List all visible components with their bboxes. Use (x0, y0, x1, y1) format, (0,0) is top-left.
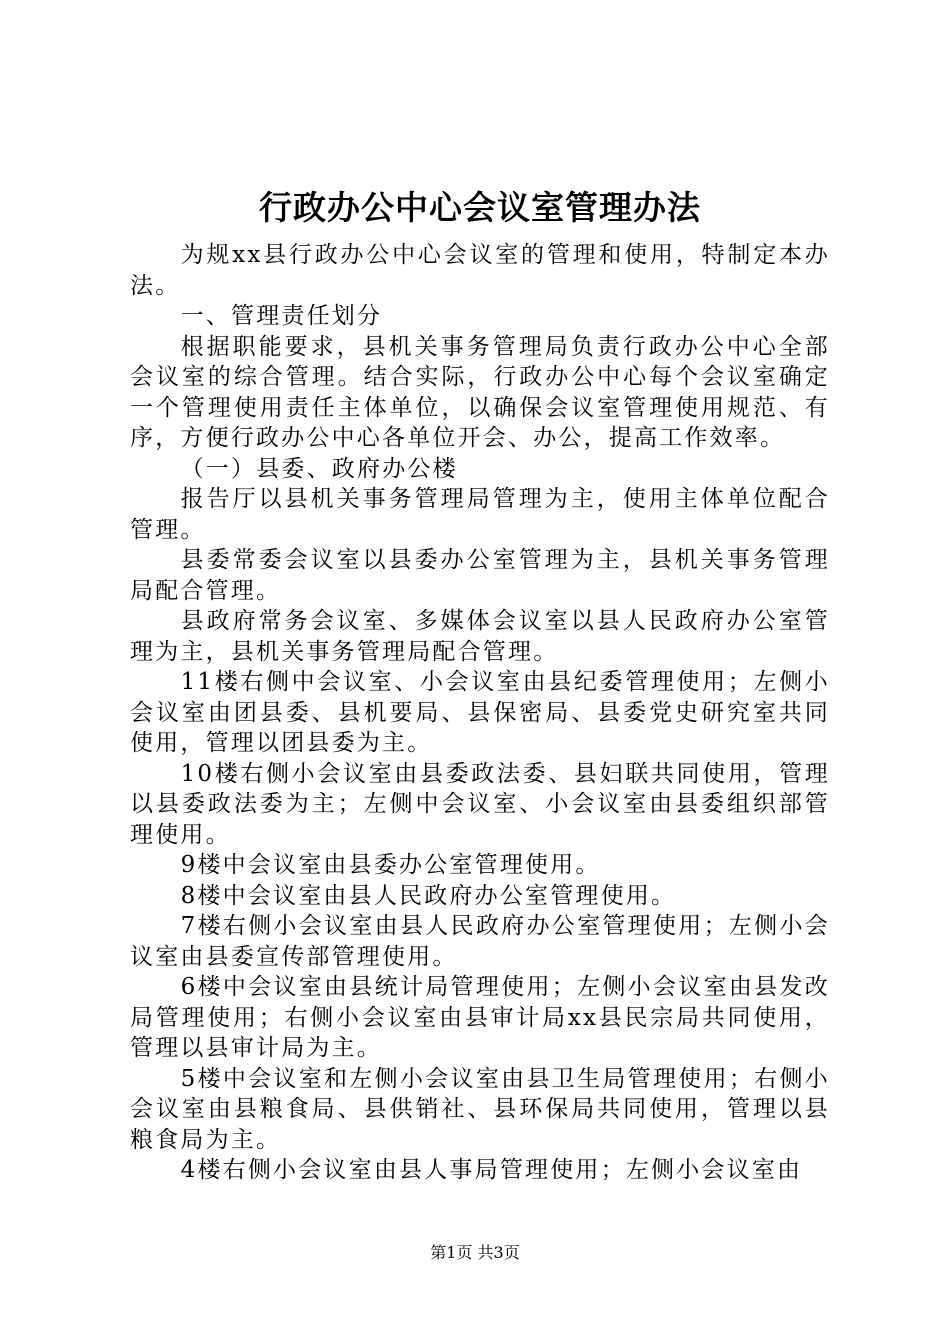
paragraph-floor-10: 10楼右侧小会议室由县委政法委、县妇联共同使用，管理以县委政法委为主；左侧中会议室、小会议室由县委组织部管理使用。 (130, 760, 830, 848)
page-footer: 第1页 共3页 (430, 1243, 520, 1262)
paragraph-floor-8: 8楼中会议室由县人民政府办公室管理使用。 (180, 882, 677, 909)
paragraph-floor-9: 9楼中会议室由县委办公室管理使用。 (180, 852, 601, 878)
paragraph-government-rooms: 县政府常务会议室、多媒体会议室以县人民政府办公室管理为主，县机关事务管理局配合管理。 (130, 608, 830, 665)
paragraph-floor-11: 11楼右侧中会议室、小会议室由县纪委管理使用；左侧小会议室由团县委、县机要局、县保密局、县委党史研究室共同使用，管理以团县委为主。 (130, 669, 830, 756)
document-title: 行政办公中心会议室管理办法 (259, 188, 701, 227)
paragraph-floor-7: 7楼右侧小会议室由县人民政府办公室管理使用；左侧小会议室由县委宣传部管理使用。 (130, 913, 830, 970)
section-heading-responsibility: 一、管理责任划分 (180, 303, 383, 329)
subsection-heading-office-building: （一）县委、政府办公楼 (180, 455, 458, 482)
paragraph-floor-6: 6楼中会议室由县统计局管理使用；左侧小会议室由县发改局管理使用；右侧小会议室由县审计局xx县民宗局共同使用，管理以县审计局为主。 (130, 974, 830, 1061)
paragraph-standing-committee-room: 县委常委会议室以县委办公室管理为主，县机关事务管理局配合管理。 (130, 547, 830, 604)
paragraph-floor-4: 4楼右侧小会议室由县人事局管理使用；左侧小会议室由 (180, 1157, 803, 1183)
paragraph-intro: 为规xx县行政办公中心会议室的管理和使用，特制定本办法。 (130, 242, 830, 299)
paragraph-responsibility: 根据职能要求，县机关事务管理局负责行政办公中心全部会议室的综合管理。结合实际，行政办公中心每个会议室确定一个管理使用责任主体单位，以确保会议室管理使用规范、有序，方便行政办公中心各单位开会、办公，提高工作效率。 (130, 333, 830, 451)
document-body (130, 240, 830, 1186)
paragraph-report-hall: 报告厅以县机关事务管理局管理为主，使用主体单位配合管理。 (130, 486, 830, 543)
paragraph-floor-5: 5楼中会议室和左侧小会议室由县卫生局管理使用；右侧小会议室由县粮食局、县供销社、县环保局共同使用，管理以县粮食局为主。 (130, 1065, 830, 1153)
